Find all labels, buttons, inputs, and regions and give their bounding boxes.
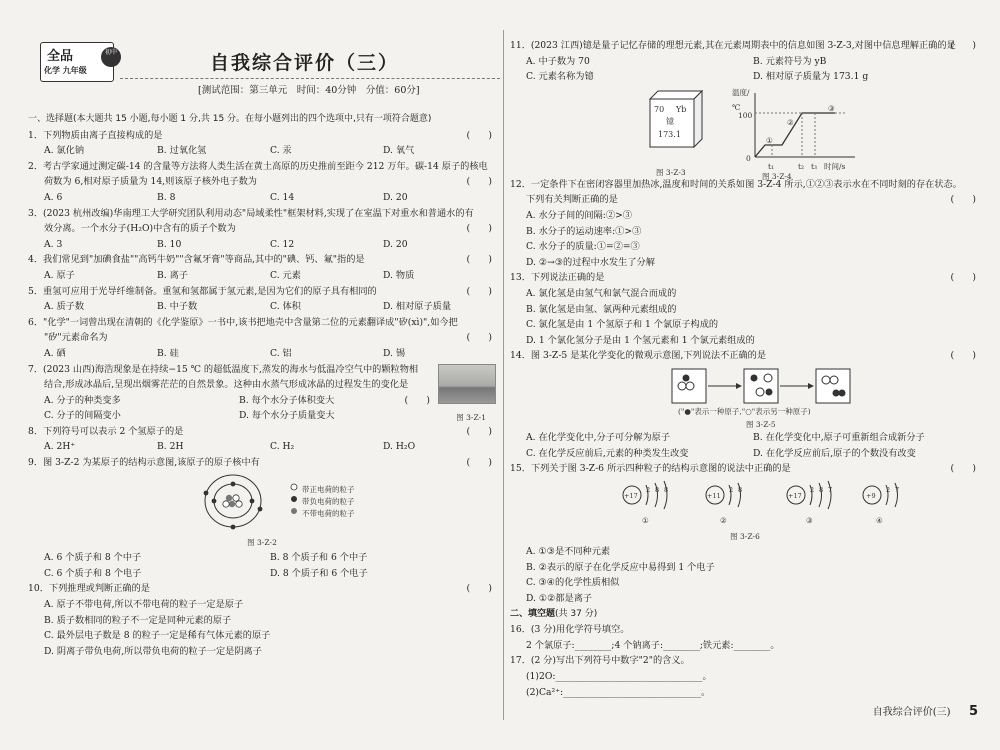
option: C. 铝 — [270, 347, 292, 359]
graph-ylabel: 温度/℃ — [732, 87, 750, 113]
answer-paren: ( ) — [466, 332, 492, 344]
question-stem: 14．图 3-Z-5 是某化学变化的微观示意图,下列说法不正确的是 — [510, 350, 767, 362]
question-9 — [28, 455, 496, 581]
sea-fog-photo — [438, 364, 496, 404]
option: A. 原子不带电荷,所以不带电荷的粒子一定是原子 — [44, 599, 244, 611]
question-3 — [28, 206, 496, 253]
answer-paren: ( ) — [466, 285, 492, 297]
answer-paren: ( ) — [466, 583, 492, 595]
option: B. 硅 — [157, 347, 179, 359]
question-6 — [28, 315, 496, 362]
answer-paren: ( ) — [466, 176, 492, 188]
fill-line[interactable]: 2 个氯原子:________;4 个钠离子:________;铁元素:________。 — [526, 639, 780, 651]
section-2-heading: 二、填空题 — [510, 608, 556, 619]
page-title: 自我综合评价（三） — [210, 52, 400, 74]
option: D. 每个水分子质量变大 — [239, 410, 335, 422]
option: C. 6 个质子和 8 个电子 — [44, 567, 142, 579]
option: A. 原子 — [44, 269, 75, 281]
atom-4-shell-1: 2 — [886, 485, 891, 494]
option: B. 8 个质子和 6 个中子 — [270, 552, 368, 564]
option: B. 每个水分子体积变大 — [239, 394, 335, 406]
atom-3-nucleus: +17 — [788, 491, 802, 500]
cell-name: 镱 — [666, 116, 674, 126]
option: D. 相对原子质量为 173.1 g — [753, 71, 869, 83]
atom-1-label: ① — [642, 515, 649, 525]
option: D. H₂O — [383, 441, 416, 453]
legend-negative: 带负电荷的粒子 — [302, 496, 355, 506]
question-1 — [28, 128, 496, 159]
atom-3-shell-1: 2 — [810, 485, 815, 494]
figure-caption: 图 3-Z-2 — [247, 537, 277, 547]
question-12 — [510, 177, 980, 271]
page-footer — [873, 703, 978, 719]
option: C. 14 — [270, 191, 295, 203]
question-stem: 4．我们常见到"加碘食盐""高钙牛奶""含氟牙膏"等商品,其中的"碘、钙、氟"指的是 — [28, 254, 365, 266]
option: D. 20 — [383, 191, 408, 203]
answer-paren: ( ) — [950, 463, 976, 475]
atom-2-nucleus: +11 — [707, 491, 721, 500]
question-stem: 6．"化学"一词曾出现在清朝的《化学鉴原》一书中,该书把地壳中含量第二位的元素翻译成"矽(xì)",如今把 — [28, 316, 458, 328]
fill-line-2[interactable]: (2)Ca²⁺:______________________________。 — [526, 686, 711, 698]
question-stem-cont: 结合,形成冰晶后,呈现出烟雾茫茫的自然景象。这种由水蒸气形成冰晶的过程发生的变化是 — [44, 379, 409, 391]
figure-caption: 图 3-Z-1 — [456, 412, 486, 422]
legend-neutral: 不带电荷的粒子 — [302, 508, 355, 518]
graph-xlabel: 时间/s — [824, 161, 846, 171]
atom-2-shell-2: 8 — [738, 485, 743, 494]
particle-figures — [510, 477, 980, 537]
option: B. 元素符号为 yB — [753, 55, 827, 67]
cell-mass: 173.1 — [658, 129, 681, 139]
logo-subject: 化学 九年级 — [44, 66, 87, 75]
question-stem-cont: 下列有关判断正确的是 — [526, 194, 618, 206]
question-stem-cont: 效分离。一个水分子(H₂O)中含有的质子个数为 — [44, 223, 236, 235]
option: A. 6 — [44, 191, 63, 203]
question-stem: 2．考古学家通过测定碳-14 的含量等方法将人类生活在黄土高原的历史推前至距今 212 万年。碳-14 原子的核电 — [28, 160, 488, 172]
option: C. 最外层电子数是 8 的粒子一定是稀有气体元素的原子 — [44, 630, 271, 642]
option: B. 过氧化氢 — [157, 145, 207, 157]
option: D. 20 — [383, 238, 408, 250]
graph-point-1: ① — [766, 135, 773, 145]
question-stem-cont: 荷数为 6,相对原子质量为 14,则该原子核外电子数为 — [44, 176, 257, 188]
header-divider — [120, 78, 500, 79]
option: C. 在化学反应前后,元素的种类发生改变 — [526, 447, 689, 459]
question-13 — [510, 270, 980, 348]
question-stem-cont: "矽"元素命名为 — [44, 332, 108, 344]
fill-line-1[interactable]: (1)2O:________________________________。 — [526, 671, 712, 683]
option: D. 物质 — [383, 269, 415, 281]
option: C. 氯化氢是由 1 个氢原子和 1 个氯原子构成的 — [526, 319, 719, 331]
option: C. 元素名称为镱 — [526, 71, 594, 83]
graph-y0: 0 — [746, 153, 751, 163]
graph-tick-2: t₂ — [798, 161, 805, 171]
atom-1-shell-1: 2 — [646, 485, 651, 494]
atom-2-shell-1: 2 — [729, 485, 734, 494]
question-14 — [510, 348, 980, 461]
option: B. 离子 — [157, 269, 188, 281]
question-17 — [510, 653, 980, 700]
page-number: 5 — [968, 704, 978, 719]
atom-diagram — [28, 471, 496, 533]
option: A. 中子数为 70 — [526, 55, 590, 67]
option: D. 阴离子带负电荷,所以带负电荷的粒子一定是阴离子 — [44, 645, 262, 657]
answer-paren: ( ) — [466, 457, 492, 469]
question-11 — [510, 38, 980, 181]
option: A. 质子数 — [44, 301, 85, 313]
option: B. 氯化氢是由氢、氯两种元素组成的 — [526, 303, 677, 315]
option: C. 元素 — [270, 269, 301, 281]
answer-paren: ( ) — [950, 40, 976, 51]
question-stem: 11．(2023 江西)镱是量子记忆存储的理想元素,其在元素周期表中的信息如图 3-Z-3,对图中信息理解正确的是 — [510, 40, 956, 51]
logo-badge: 初中 — [101, 47, 121, 67]
atom-1-shell-3: 8 — [664, 485, 669, 494]
option: D. 8 个质子和 6 个电子 — [270, 567, 368, 579]
option: D. 1 个氯化氢分子是由 1 个氢元素和 1 个氯元素组成的 — [526, 334, 755, 346]
option: A. 水分子间的间隔:②>③ — [526, 209, 632, 221]
atom-3-shell-2: 8 — [819, 485, 824, 494]
figure-caption: 图 3-Z-5 — [746, 419, 776, 429]
option: A. 3 — [44, 238, 63, 250]
graph-point-3: ③ — [828, 103, 835, 113]
question-4 — [28, 252, 496, 283]
option: B. 8 — [157, 191, 176, 203]
figure-caption: 图 3-Z-3 — [656, 167, 686, 177]
figures-row — [510, 85, 980, 181]
option: D. 氧气 — [383, 145, 415, 157]
atom-1-nucleus: +17 — [624, 491, 638, 500]
figure-caption: 图 3-Z-4 — [762, 171, 792, 181]
cell-number: 70 — [654, 104, 665, 114]
answer-paren: ( ) — [466, 223, 492, 235]
answer-paren: ( ) — [950, 272, 976, 284]
option: C. 体积 — [270, 301, 301, 313]
reaction-legend: ("●"表示一种原子,"○"表示另一种原子) — [678, 406, 811, 416]
option: C. 汞 — [270, 145, 292, 157]
answer-paren: ( ) — [950, 194, 976, 206]
question-7 — [28, 362, 496, 424]
question-stem: 17．(2 分)写出下列符号中数字"2"的含义。 — [510, 655, 690, 667]
atom-structure-figure — [28, 471, 496, 533]
section-2-note: (共 37 分) — [555, 608, 598, 619]
option: A. 分子的种类变多 — [44, 394, 121, 406]
option: A. 硒 — [44, 347, 66, 359]
option: A. 氯化氢是由氢气和氯气混合而成的 — [526, 287, 677, 299]
legend-positive: 带正电荷的粒子 — [302, 484, 355, 494]
graph-y100: 100 — [738, 110, 753, 120]
section-2-title — [510, 607, 980, 623]
atom-4-nucleus: +9 — [866, 491, 876, 500]
cell-symbol: Yb — [676, 104, 687, 114]
question-stem: 9．图 3-Z-2 为某原子的结构示意图,该原子的原子核中有 — [28, 457, 260, 469]
option: B. 10 — [157, 238, 182, 250]
footer-text: 自我综合评价(三) — [872, 707, 951, 718]
option: D. ①②都是离子 — [526, 593, 593, 605]
option: D. 在化学反应前后,原子的个数没有改变 — [753, 447, 916, 459]
question-8 — [28, 424, 496, 455]
graph-tick-1: t₁ — [768, 161, 775, 171]
question-10 — [28, 581, 496, 659]
atom-2-label: ② — [720, 515, 727, 525]
answer-paren: ( ) — [466, 425, 492, 437]
option: D. 相对原子质量 — [383, 301, 452, 313]
atom-3-label: ③ — [806, 515, 813, 525]
brand-logo — [40, 42, 117, 82]
question-stem: 7．(2023 山西)海浩现象是在持续−15 ℃ 的超低温度下,蒸发的海水与低温冷空气中的颗粒物相 — [28, 363, 419, 375]
option: C. 分子的间隔变小 — [44, 410, 121, 422]
question-stem: 3．(2023 杭州改编)华南理工大学研究团队利用动态"局域柔性"框架材料,实现了在室温下对重水和普通水的有 — [28, 207, 474, 219]
option: A. ①③是不同种元素 — [526, 546, 611, 558]
figure-caption: 图 3-Z-6 — [730, 531, 760, 541]
option: B. 质子数相同的粒子不一定是同种元素的原子 — [44, 614, 232, 626]
question-stem: 13．下列说法正确的是 — [510, 272, 605, 284]
graph-point-2: ② — [787, 117, 794, 127]
option: B. 水分子的运动速率:①>③ — [526, 225, 642, 237]
test-info: [测试范围：第三单元 时间：40分钟 分值：60分] — [198, 85, 420, 96]
option: B. 中子数 — [157, 301, 198, 313]
option: B. 在化学变化中,原子可重新组合成新分子 — [753, 431, 925, 443]
particle-diagram — [510, 477, 980, 522]
question-15 — [510, 461, 980, 607]
question-stem: 8．下列符号可以表示 2 个氢原子的是 — [28, 425, 184, 437]
option: A. 2H⁺ — [44, 441, 76, 453]
option: C. 水分子的质量:①=②=③ — [526, 241, 640, 253]
answer-paren: ( ) — [466, 129, 492, 141]
option: D. 锡 — [383, 347, 406, 359]
page-header — [40, 40, 490, 100]
option: B. 2H — [157, 441, 184, 453]
question-2 — [28, 159, 496, 206]
atom-4-shell-2: 7 — [895, 485, 900, 494]
question-5 — [28, 284, 496, 315]
option: C. 12 — [270, 238, 295, 250]
section-1-title: 一、选择题(本大题共 15 小题,每小题 1 分,共 15 分。在每小题列出的四个选项中,只有一项符合题意) — [28, 114, 432, 124]
question-16 — [510, 622, 980, 653]
answer-paren: ( ) — [466, 254, 492, 266]
option: C. ③④的化学性质相似 — [526, 577, 620, 589]
answer-paren: ( ) — [404, 394, 430, 406]
atom-4-label: ④ — [876, 515, 883, 525]
atom-1-shell-2: 8 — [655, 485, 660, 494]
option: B. ②表示的原子在化学反应中易得到 1 个电子 — [526, 561, 715, 573]
option: A. 在化学变化中,分子可分解为原子 — [526, 431, 671, 443]
atom-3-shell-3: 7 — [828, 485, 833, 494]
question-stem: 5．重氢可应用于光导纤维制备。重氢和氢都属于氢元素,是因为它们的原子具有相同的 — [28, 285, 377, 297]
question-stem: 10．下列推理或判断正确的是 — [28, 583, 150, 595]
question-stem: 1．下列物质由离子直接构成的是 — [28, 129, 163, 141]
reaction-figure — [510, 364, 980, 430]
question-stem: 12．一定条件下在密闭容器里加热冰,温度和时间的关系如图 3-Z-4 所示,①②③表示水在不同时刻的存在状态。 — [510, 178, 962, 190]
option: A. 氯化钠 — [44, 145, 85, 157]
option: A. 6 个质子和 8 个中子 — [44, 552, 142, 564]
option: D. ②→③的过程中水发生了分解 — [526, 256, 655, 268]
column-divider — [503, 30, 504, 720]
question-stem: 16．(3 分)用化学符号填空。 — [510, 624, 630, 636]
answer-paren: ( ) — [950, 350, 976, 362]
logo-brand: 全品 — [47, 49, 74, 64]
option: C. H₂ — [270, 441, 295, 453]
question-stem: 15．下列关于图 3-Z-6 所示四种粒子的结构示意图的说法中正确的是 — [510, 463, 791, 475]
graph-tick-3: t₃ — [811, 161, 818, 171]
